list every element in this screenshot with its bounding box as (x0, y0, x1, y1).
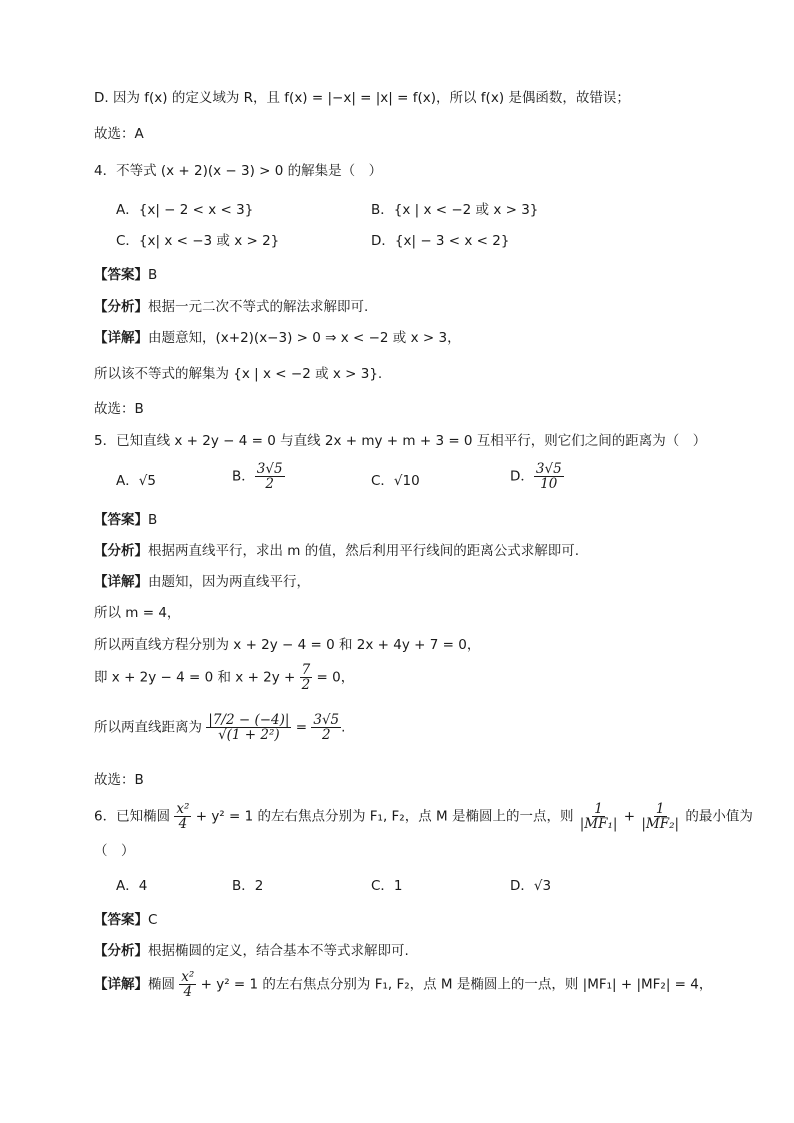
q6-detail (94, 970, 712, 999)
answer-tag: 【答案】 (94, 267, 148, 283)
answer-value: C (148, 912, 158, 928)
q5-option-a: A．√5 (116, 473, 156, 489)
denominator: 2 (265, 476, 274, 492)
q6-option-b: B．2 (232, 878, 264, 894)
analysis-tag: 【分析】 (94, 543, 148, 559)
answer-tag: 【答案】 (94, 512, 148, 528)
numerator: x² (181, 969, 195, 985)
option-label: B． (232, 468, 255, 485)
denominator: √(1 + 2²) (218, 727, 280, 743)
distance-prefix: 所以两直线距离为 (94, 719, 207, 736)
q5-m-value: 所以 m = 4， (94, 605, 181, 621)
q6-option-c: C．1 (371, 878, 403, 894)
q5-answer (94, 510, 157, 530)
q4-option-a: A．{x| − 2 < x < 3} (116, 202, 254, 218)
q6-answer (94, 910, 157, 930)
denominator: |MF₂| (641, 816, 680, 832)
q6-middle: + y² = 1 的左右焦点分别为 F₁, F₂，点 M 是椭圆上的一点，则 (191, 808, 578, 825)
q5-distance (94, 713, 345, 742)
fraction (534, 462, 564, 491)
period: . (341, 719, 346, 736)
question-6 (94, 802, 753, 831)
detail-tag: 【详解】 (94, 574, 148, 590)
fraction (255, 462, 285, 491)
numerator: x² (176, 801, 190, 817)
q6-option-d: D．√3 (510, 878, 552, 894)
analysis-tag: 【分析】 (94, 943, 148, 959)
detail-text: 由题知，因为两直线平行， (148, 574, 310, 590)
q4-option-c: C．{x| x < −3 或 x > 2} (116, 233, 280, 249)
q4-option-b: B．{x | x < −2 或 x > 3} (371, 202, 539, 218)
denominator: 10 (540, 476, 558, 492)
eq-prefix: 即 x + 2y − 4 = 0 和 x + 2y + (94, 669, 300, 686)
q6-paren: （ ） (94, 843, 135, 859)
numerator: 7 (301, 662, 311, 678)
fraction (174, 802, 191, 831)
q5-detail (94, 572, 310, 592)
numerator: 3√5 (535, 461, 562, 477)
select-answer-prev: 故选：A (94, 126, 144, 142)
analysis-tag: 【分析】 (94, 299, 148, 315)
detail-tag: 【详解】 (94, 976, 148, 993)
detail-text: 由题意知，(x+2)(x−3) > 0 ⇒ x < −2 或 x > 3， (148, 330, 461, 346)
answer-value: B (148, 267, 158, 283)
numerator: 3√5 (256, 461, 283, 477)
q6-analysis (94, 941, 409, 961)
fraction (206, 713, 291, 742)
numerator: |7/2 − (−4)| (208, 712, 290, 728)
denominator: 4 (183, 984, 193, 1000)
q6-prefix: 6．已知椭圆 (94, 808, 175, 825)
denominator: 4 (178, 816, 188, 832)
numerator: 3√5 (313, 712, 340, 728)
analysis-text: 根据一元二次不等式的解法求解即可. (148, 299, 369, 315)
analysis-text: 根据椭圆的定义，结合基本不等式求解即可. (148, 943, 409, 959)
q4-solution-set: 所以该不等式的解集为 {x | x < −2 或 x > 3}. (94, 366, 383, 382)
question-4: 4．不等式 (x + 2)(x − 3) > 0 的解集是（ ） (94, 163, 383, 179)
detail-tag: 【详解】 (94, 330, 148, 346)
q4-analysis (94, 297, 368, 317)
q5-equations-normalized (94, 663, 354, 692)
q5-option-d (510, 462, 564, 491)
detail-suffix: + y² = 1 的左右焦点分别为 F₁, F₂，点 M 是椭圆上的一点，则 |MF₁| + |MF₂| = 4， (196, 976, 713, 993)
q4-select: 故选：B (94, 401, 144, 417)
plus: + (619, 808, 640, 825)
q4-option-d: D．{x| − 3 < x < 2} (371, 233, 510, 249)
option-label: D． (510, 468, 534, 485)
q6-option-a: A．4 (116, 878, 148, 894)
q4-answer (94, 265, 157, 285)
analysis-text: 根据两直线平行，求出 m 的值，然后利用平行线间的距离公式求解即可. (148, 543, 580, 559)
fraction (179, 970, 196, 999)
answer-value: B (148, 512, 158, 528)
q5-select: 故选：B (94, 772, 144, 788)
detail-prefix: 椭圆 (148, 976, 180, 993)
q5-analysis (94, 541, 579, 561)
eq-suffix: = 0， (312, 669, 355, 686)
fraction (578, 802, 620, 831)
denominator: |MF₁| (579, 816, 618, 832)
option-d-explanation: D. 因为 f(x) 的定义域为 R，且 f(x) = |−x| = |x| = f(x)，所以 f(x) 是偶函数，故错误； (94, 90, 630, 106)
q5-equations: 所以两直线方程分别为 x + 2y − 4 = 0 和 2x + 4y + 7 = 0， (94, 637, 481, 653)
answer-tag: 【答案】 (94, 912, 148, 928)
q6-suffix: 的最小值为 (681, 808, 753, 825)
denominator: 2 (321, 727, 331, 743)
numerator: 1 (655, 801, 665, 817)
denominator: 2 (301, 677, 311, 693)
fraction (300, 663, 313, 692)
fraction (311, 713, 341, 742)
q5-option-c: C．√10 (371, 473, 420, 489)
numerator: 1 (594, 801, 603, 817)
fraction (639, 802, 681, 831)
question-5: 5．已知直线 x + 2y − 4 = 0 与直线 2x + my + m + 3 = 0 互相平行，则它们之间的距离为（ ） (94, 433, 707, 449)
equals: = (291, 719, 312, 736)
q5-option-b (232, 462, 285, 491)
q4-detail (94, 328, 461, 348)
